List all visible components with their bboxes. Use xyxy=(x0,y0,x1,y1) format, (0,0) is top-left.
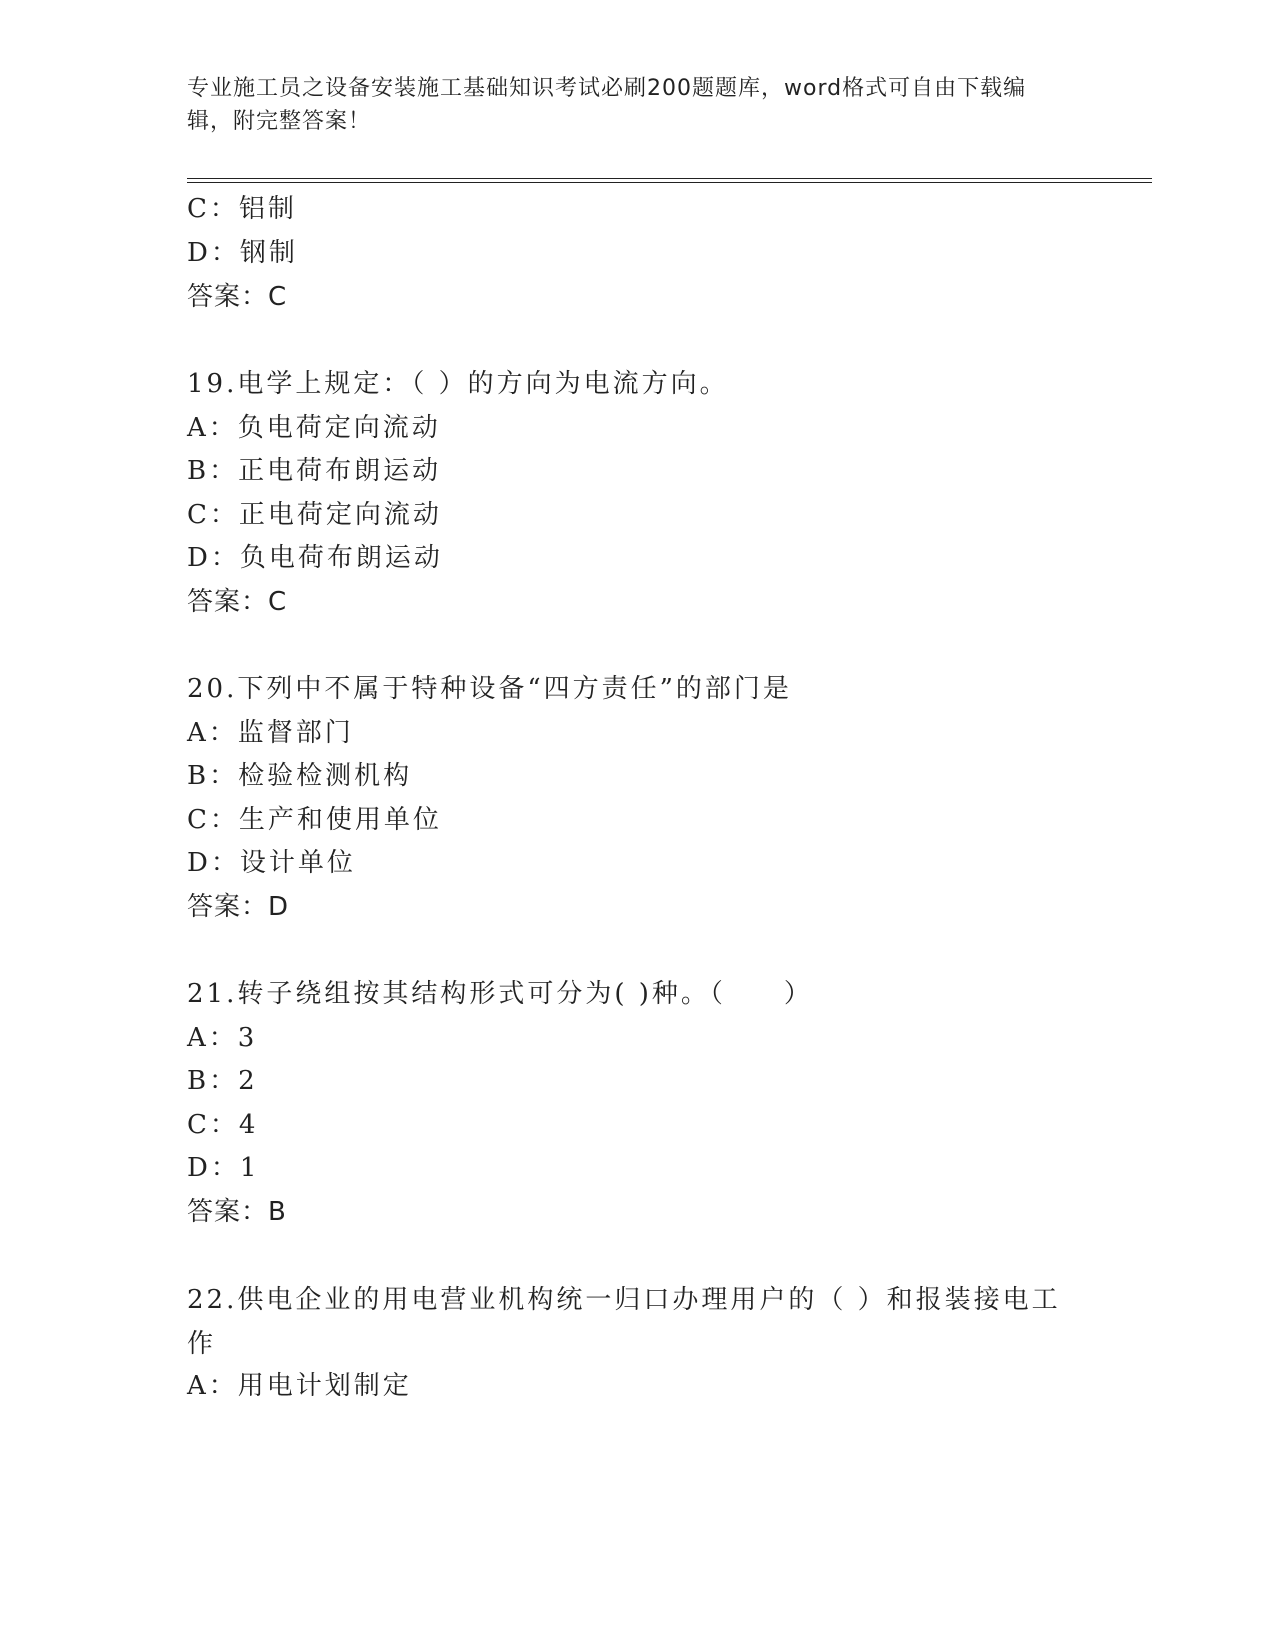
option-d: D：负电荷布朗运动 xyxy=(187,543,443,573)
document-header: 专业施工员之设备安装施工基础知识考试必刷200题题库，word格式可自由下载编辑，附完整答案！ xyxy=(187,76,1027,134)
option-b: B：正电荷布朗运动 xyxy=(187,456,442,486)
header-divider-thin xyxy=(187,182,1152,183)
option-a: A：监督部门 xyxy=(187,718,354,748)
header-divider xyxy=(187,178,1152,179)
option-c: C：正电荷定向流动 xyxy=(187,500,442,530)
answer: 答案：D xyxy=(187,892,290,922)
question-stem: 21.转子绕组按其结构形式可分为( )种。（ ） xyxy=(187,979,813,1009)
option-d: D：设计单位 xyxy=(187,848,356,878)
option-a: A：3 xyxy=(187,1023,258,1053)
answer: 答案：B xyxy=(187,1197,287,1227)
option-b: B：2 xyxy=(187,1066,258,1096)
option-b: B：检验检测机构 xyxy=(187,761,413,791)
answer: 答案：C xyxy=(187,587,288,617)
option-d: D：钢制 xyxy=(187,238,298,268)
question-stem: 19.电学上规定：（ ）的方向为电流方向。 xyxy=(187,369,729,399)
option-c: C：铝制 xyxy=(187,194,297,224)
option-a: A：负电荷定向流动 xyxy=(187,413,441,443)
option-c: C：生产和使用单位 xyxy=(187,805,442,835)
question-stem: 20.下列中不属于特种设备“四方责任”的部门是 xyxy=(187,674,792,704)
option-c: C：4 xyxy=(187,1110,259,1140)
option-a: A：用电计划制定 xyxy=(187,1371,412,1401)
question-stem: 22.供电企业的用电营业机构统一归口办理用户的（ ）和报装接电工作 xyxy=(187,1285,1061,1359)
answer: 答案：C xyxy=(187,282,288,312)
option-d: D：1 xyxy=(187,1153,260,1183)
